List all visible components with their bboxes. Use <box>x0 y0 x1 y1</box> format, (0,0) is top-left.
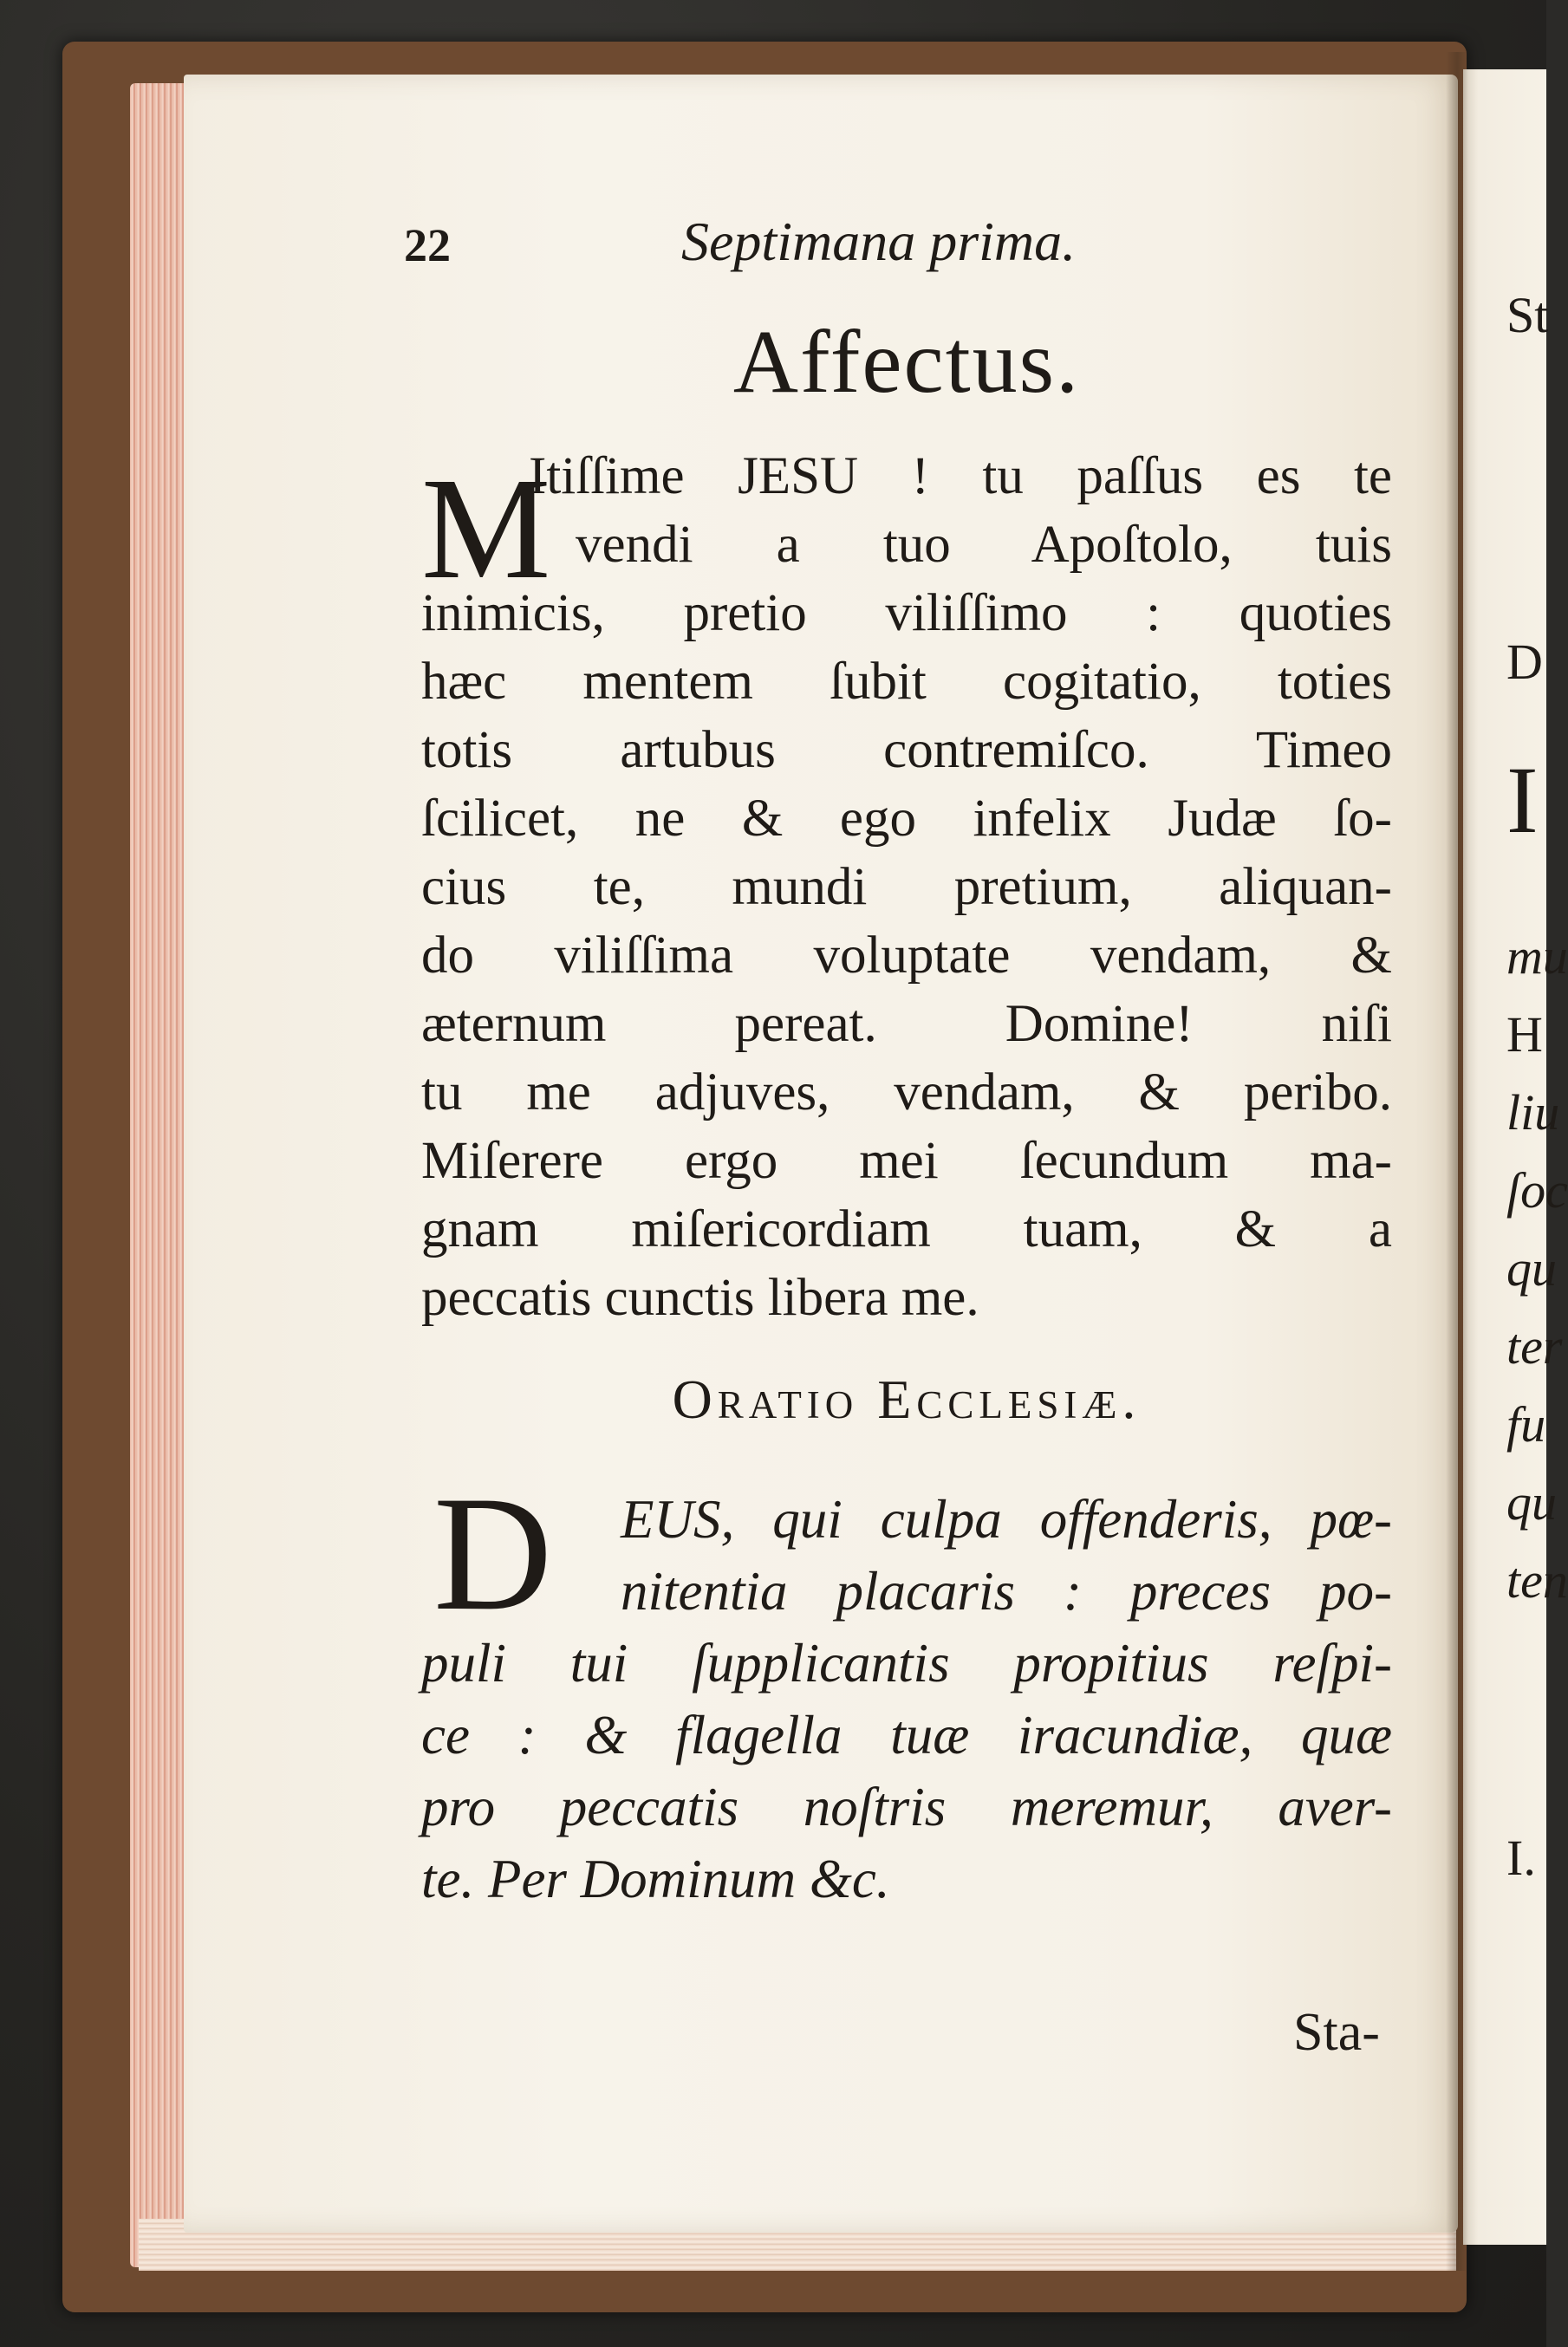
facing-page <box>1463 69 1549 2245</box>
facing-fragment: H <box>1506 1006 1543 1063</box>
running-head <box>404 201 1418 279</box>
facing-fragment: D <box>1506 634 1543 690</box>
page-number: 22 <box>404 219 451 271</box>
text-line: ſcilicet, ne & ego infelix Judæ ſo- <box>421 790 1392 848</box>
facing-fragment: I <box>1506 747 1539 853</box>
text-line: puli tui ſupplicantis propitius reſpi- <box>421 1633 1392 1694</box>
text-line: cius te, mundi pretium, aliquan- <box>421 858 1392 916</box>
drop-cap: D <box>433 1463 553 1645</box>
facing-fragment: ſoc <box>1506 1162 1568 1219</box>
text-line: peccatis cunctis libera me. <box>421 1269 979 1327</box>
facing-fragment: I. <box>1506 1830 1536 1886</box>
text-line: hæc mentem ſubit cogitatio, toties <box>421 653 1392 711</box>
text-line: do viliſſima voluptate vendam, & <box>421 926 1392 985</box>
text-line: gnam miſericordiam tuam, & a <box>421 1200 1392 1258</box>
text-line: Miſerere ergo mei ſecundum ma- <box>421 1132 1392 1190</box>
oratio-heading: Oratio Ecclesiæ. <box>672 1369 1142 1430</box>
catchword: Sta- <box>1293 2003 1380 2062</box>
facing-fragment: qu <box>1506 1474 1557 1531</box>
facing-fragment: St <box>1506 287 1549 343</box>
text-line: æternum pereat. Domine! niſi <box>421 995 1392 1053</box>
text-line: te. Per Dominum &c. <box>421 1849 890 1909</box>
facing-fragment: mu <box>1506 928 1568 985</box>
facing-fragment: qu <box>1506 1240 1557 1297</box>
text-line: ce : & flagella tuæ iracundiæ, quæ <box>421 1705 1392 1765</box>
drop-cap: M <box>421 448 551 609</box>
text-line: Itiſſime JESU ! tu paſſus es te <box>529 447 1392 505</box>
running-title: Septimana prima. <box>681 211 1077 272</box>
affectus-paragraph <box>421 442 1392 1332</box>
facing-fragment: fu <box>1506 1396 1546 1453</box>
text-line: pro peccatis noſtris meremur, aver- <box>421 1777 1392 1837</box>
text-line: EUS, qui culpa offenderis, pœ- <box>621 1489 1392 1550</box>
oratio-paragraph <box>421 1484 1392 1915</box>
text-line: tu me adjuves, vendam, & peribo. <box>421 1063 1392 1121</box>
text-line: vendi a tuo Apoſtolo, tuis <box>576 516 1392 574</box>
facing-fragment: ter <box>1506 1318 1563 1375</box>
text-line: inimicis, pretio viliſſimo : quoties <box>421 584 1392 642</box>
facing-fragment: liu <box>1506 1084 1560 1141</box>
gutter-shadow <box>1446 52 1468 2271</box>
text-line: totis artubus contremiſco. Timeo <box>421 721 1392 779</box>
section-heading: Affectus. <box>732 312 1081 412</box>
facing-fragment: ten <box>1506 1552 1568 1609</box>
text-line: nitentia placaris : preces po- <box>621 1561 1392 1622</box>
